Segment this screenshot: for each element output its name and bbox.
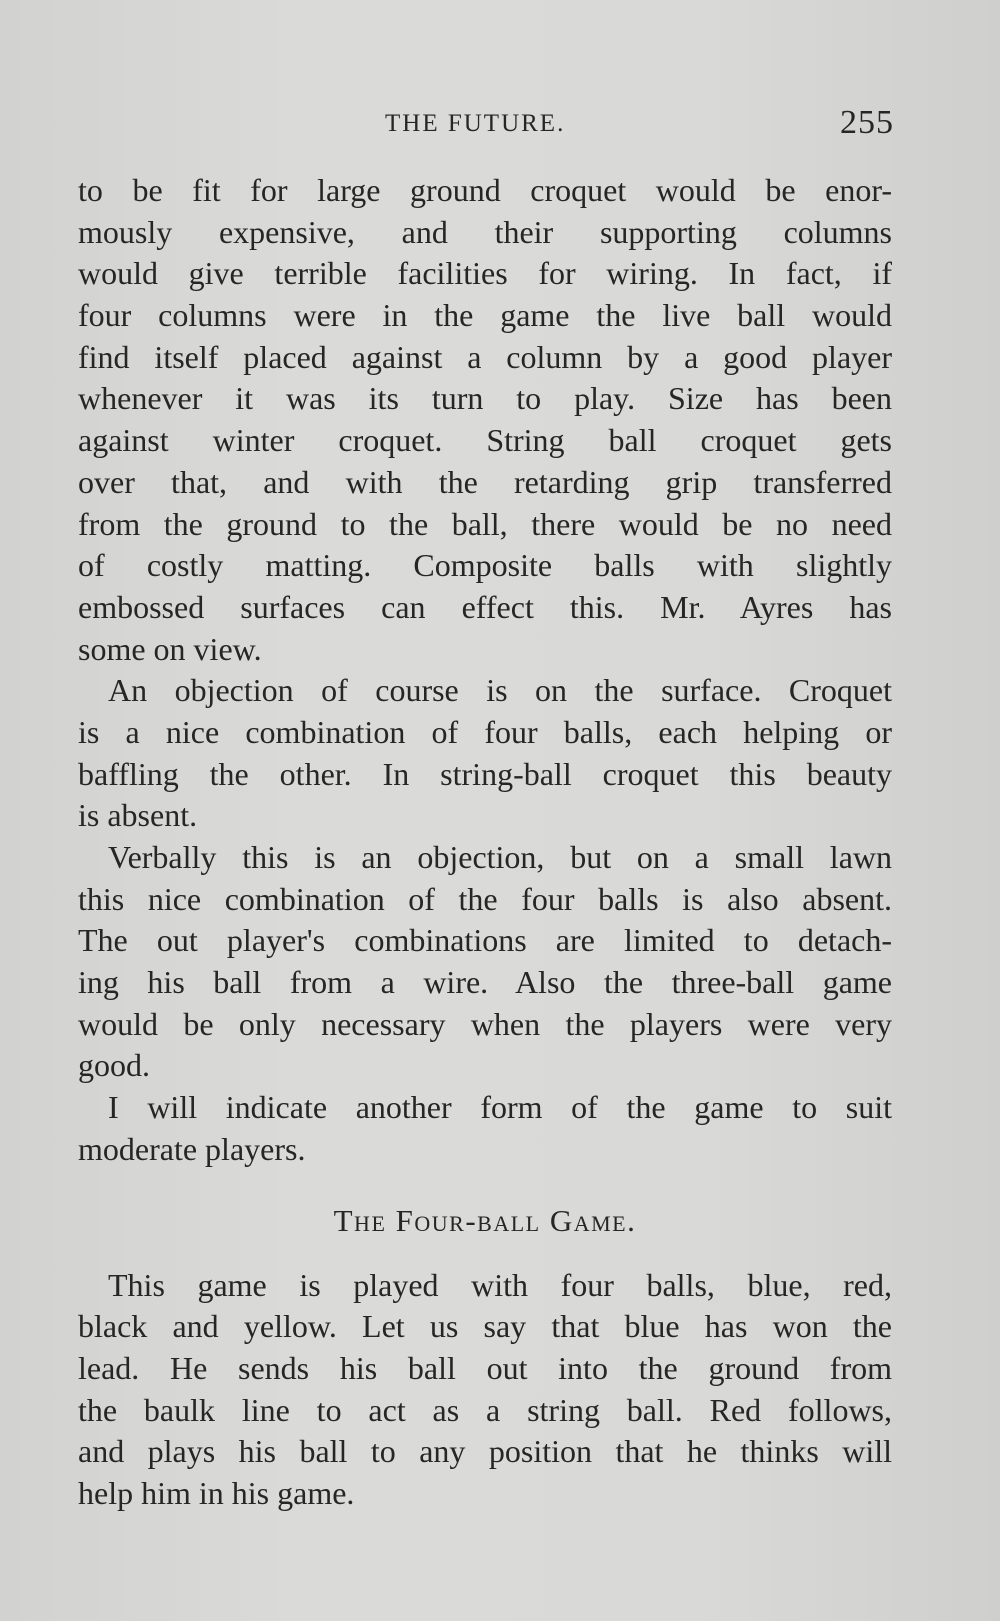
text-line: lead. He sends his ball out into the ground from: [78, 1349, 892, 1386]
text-line: the baulk line to act as a string ball. Red follows,: [78, 1391, 892, 1428]
text-line: This game is played with four balls, blue, red,: [108, 1266, 892, 1303]
text-line: Verbally this is an objection, but on a small lawn: [108, 839, 892, 875]
text-line: An objection of course is on the surface. Croquet: [108, 672, 892, 709]
text-line: The out player's combinations are limited to detach-: [78, 922, 892, 959]
body-text: [78, 170, 892, 1515]
text-line: against winter croquet. String ball croquet gets: [78, 422, 892, 459]
text-line: would be only necessary when the players were very: [78, 1005, 892, 1042]
text-line: is a nice combination of four balls, each helping or: [78, 713, 892, 750]
text-line: find itself placed against a column by a good player: [78, 338, 892, 375]
text-line: moderate players.: [78, 1130, 306, 1167]
text-line: I will indicate another form of the game to suit: [108, 1089, 892, 1126]
text-line: this nice combination of the four balls is also absent.: [78, 880, 892, 917]
text-line: black and yellow. Let us say that blue has won the: [78, 1308, 892, 1345]
text-line: from the ground to the ball, there would be no need: [78, 505, 892, 542]
text-line: is absent.: [78, 797, 198, 834]
paragraph-1: [78, 170, 892, 670]
text-line: four columns were in the game the live ball would: [78, 297, 892, 334]
text-line: of costly matting. Composite balls with slightly: [78, 547, 892, 584]
text-line: mously expensive, and their supporting columns: [78, 213, 892, 250]
text-line: good.: [78, 1047, 150, 1084]
text-line: some on view.: [78, 630, 262, 667]
text-line: ing his ball from a wire. Also the three-ball game: [78, 964, 892, 1001]
text-line: over that, and with the retarding grip transferred: [78, 463, 892, 500]
running-title: THE FUTURE.: [385, 110, 566, 137]
paragraph-2: [78, 670, 892, 837]
text-line: embossed surfaces can effect this. Mr. Ayres has: [78, 588, 892, 625]
text-line: help him in his game.: [78, 1474, 355, 1511]
page-number: 255: [840, 104, 894, 141]
text-line: baffling the other. In string-ball croquet this beauty: [78, 755, 892, 792]
text-line: would give terrible facilities for wiring. In fact, if: [78, 255, 892, 292]
page-header: [0, 104, 1000, 154]
text-line: and plays his ball to any position that he thinks will: [78, 1433, 892, 1470]
paragraph-3: [78, 837, 892, 1087]
section-heading: The Four-ball Game.: [333, 1202, 637, 1238]
text-line: whenever it was its turn to play. Size has been: [78, 380, 892, 417]
text-line: to be fit for large ground croquet would be enor-: [78, 172, 892, 208]
paragraph-4: [78, 1087, 892, 1170]
section-paragraph: [78, 1265, 892, 1515]
